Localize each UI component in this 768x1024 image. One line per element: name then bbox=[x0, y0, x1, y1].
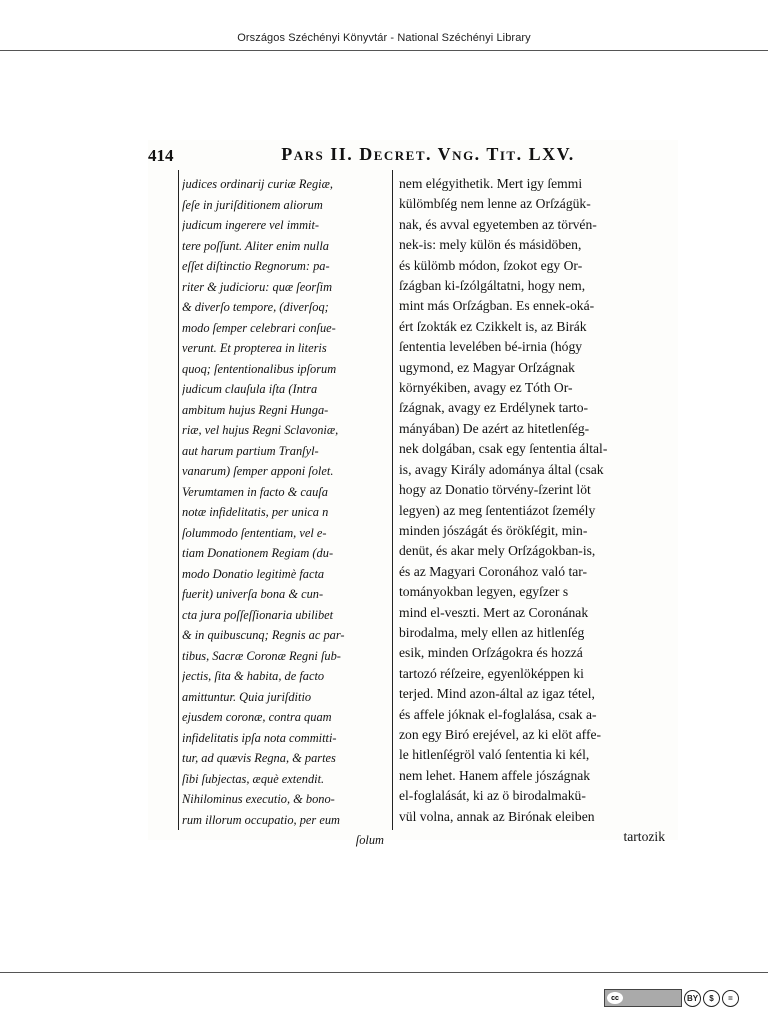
text-line: ſzágnak, avagy ez Erdélynek tarto- bbox=[399, 400, 589, 416]
text-line: el-foglalását, ki az ö birodalmakü- bbox=[399, 788, 586, 804]
text-line: rum illorum occupatio, per eum bbox=[182, 812, 340, 827]
hungarian-text-column bbox=[399, 174, 671, 847]
text-line: és az Magyari Coronához való tar- bbox=[399, 563, 588, 579]
text-line: nek-is: mely külön és másidöben, bbox=[399, 237, 582, 253]
left-margin-rule bbox=[178, 170, 179, 830]
text-line: cta jura poſſeſſionaria ubilibet bbox=[182, 607, 334, 622]
text-line: nem elégyithetik. Mert igy ſemmi bbox=[399, 176, 583, 191]
text-line: terjed. Mind azon-által az igaz tétel, bbox=[399, 686, 595, 702]
text-line: le hitlenſégröl való ſententia ki kél, bbox=[399, 747, 590, 763]
text-line: infidelitatis ipſa nota committi- bbox=[182, 730, 337, 745]
text-line: tere poſſunt. Aliter enim nulla bbox=[182, 238, 329, 253]
text-line: hogy az Donatio törvény-ſzerint löt bbox=[399, 482, 591, 498]
text-line: tibus, Sacræ Coronæ Regni ſub- bbox=[182, 648, 341, 663]
text-line: ſolummodo ſententiam, vel e- bbox=[182, 525, 327, 540]
text-line: minden jószágát és örökſégit, min- bbox=[399, 522, 588, 538]
text-line: aut harum partium Tranſyl- bbox=[182, 443, 319, 458]
text-line: birodalma, mely ellen az hitlenſég bbox=[399, 624, 585, 640]
text-line: quoq; ſententionalibus ipſorum bbox=[182, 361, 337, 376]
text-line: külömbſég nem lenne az Orſzágük- bbox=[399, 196, 591, 212]
text-line: modo Donatio legitimè facta bbox=[182, 566, 325, 581]
text-line: eſſet diſtinctio Regnorum: pa- bbox=[182, 259, 330, 273]
text-line: nem lehet. Hanem affele jószágnak bbox=[399, 767, 591, 783]
text-line: ugymond, ez Magyar Orſzágnak bbox=[399, 359, 575, 375]
text-line: judicum ingerere vel immit- bbox=[182, 218, 320, 232]
text-line: & diverſo tempore, (diverſoq; bbox=[182, 300, 329, 314]
scanned-page bbox=[148, 140, 678, 847]
text-line: ért ſzokták ez Czikkelt is, az Birák bbox=[399, 318, 587, 334]
header-bar bbox=[0, 0, 768, 51]
text-line: ſententia levelében bé-irnia (hógy bbox=[399, 339, 583, 355]
page-number: 414 bbox=[148, 146, 174, 165]
text-line: fuerit) univerſa bona & cun- bbox=[182, 587, 324, 601]
text-line: mind el-veszti. Mert az Coronának bbox=[399, 604, 589, 620]
text-line: vül volna, annak az Birónak eleiben bbox=[399, 808, 595, 824]
text-line: esik, minden Orſzágokra és hozzá bbox=[399, 645, 583, 661]
text-line: legyen) az meg ſententiázot ſzemély bbox=[399, 502, 596, 518]
latin-text-column bbox=[182, 174, 388, 851]
text-line: tur, ad quævis Regna, & partes bbox=[182, 751, 336, 765]
text-line: riter & judicioru: quæ ſeorſim bbox=[182, 279, 333, 294]
text-line: ſibi ſubjectas, æquè extendit. bbox=[182, 771, 325, 786]
text-line: tiam Donationem Regiam (du- bbox=[182, 546, 334, 560]
text-line: mint más Orſzágban. Es ennek-oká- bbox=[399, 298, 595, 314]
cc-license-badge[interactable] bbox=[604, 989, 682, 1007]
nd-icon: = bbox=[722, 990, 739, 1007]
text-line: modo ſemper celebrari conſue- bbox=[182, 320, 336, 335]
text-line: Verumtamen in facto & cauſa bbox=[182, 484, 328, 499]
text-line: nak, és avval egyetemben az törvén- bbox=[399, 216, 597, 232]
text-line: ſzágban ki-ſzólgáltatni, hogy nem, bbox=[399, 278, 586, 294]
text-line: ejusdem coronæ, contra quam bbox=[182, 710, 332, 724]
column-divider-rule bbox=[392, 170, 393, 830]
text-line: jectis, ſita & habita, de facto bbox=[182, 669, 325, 683]
license-badges bbox=[604, 989, 739, 1007]
text-line: tományokban legyen, egyſzer s bbox=[399, 584, 569, 600]
text-line: is, avagy Király adománya által (csak bbox=[399, 461, 604, 477]
cc-logo-icon: cc bbox=[607, 992, 623, 1004]
text-line: környékiben, avagy ez Tóth Or- bbox=[399, 380, 573, 396]
text-line: ſolum bbox=[355, 833, 384, 847]
text-line: mányában) De azért az hitetlenſég- bbox=[399, 420, 590, 436]
running-head: Pars II. Decret. Vng. Tit. LXV. bbox=[281, 144, 575, 164]
text-line: Nihilominus executio, & bono- bbox=[182, 792, 335, 806]
text-line: és külömb módon, ſzokot egy Or- bbox=[399, 257, 583, 273]
text-line: ſeſe in juriſditionem aliorum bbox=[182, 197, 323, 212]
library-header-title: Országos Széchényi Könyvtár - National Széchényi Library bbox=[237, 32, 531, 44]
by-icon: BY bbox=[684, 990, 701, 1007]
text-line: amittuntur. Quia juriſditio bbox=[182, 689, 312, 704]
text-line: ambitum hujus Regni Hunga- bbox=[182, 402, 329, 417]
text-line: vanarum) ſemper apponi ſolet. bbox=[182, 464, 334, 478]
text-line: judices ordinarij curiæ Regiæ, bbox=[182, 177, 333, 191]
text-line: nek dolgában, csak egy ſententia által- bbox=[399, 441, 608, 457]
text-line: denüt, és akar mely Orſzágokban-is, bbox=[399, 543, 596, 559]
text-line: tartozik bbox=[623, 829, 665, 844]
text-line: és affele jóknak el-foglalása, csak a- bbox=[399, 706, 597, 722]
nc-icon: $ bbox=[703, 990, 720, 1007]
text-line: zon egy Biró erejével, az ki elöt affe- bbox=[399, 726, 602, 742]
text-line: tartozó réſzeire, egyenlöképpen ki bbox=[399, 665, 584, 681]
text-line: riæ, vel hujus Regni Sclavoniæ, bbox=[182, 423, 339, 437]
text-line: notæ infidelitatis, per unica n bbox=[182, 505, 329, 519]
text-line: verunt. Et propterea in literis bbox=[182, 341, 327, 355]
footer-divider bbox=[0, 972, 768, 973]
text-line: judicum clauſula iſta (Intra bbox=[182, 382, 318, 396]
text-line: & in quibuscunq; Regnis ac par- bbox=[182, 628, 345, 642]
